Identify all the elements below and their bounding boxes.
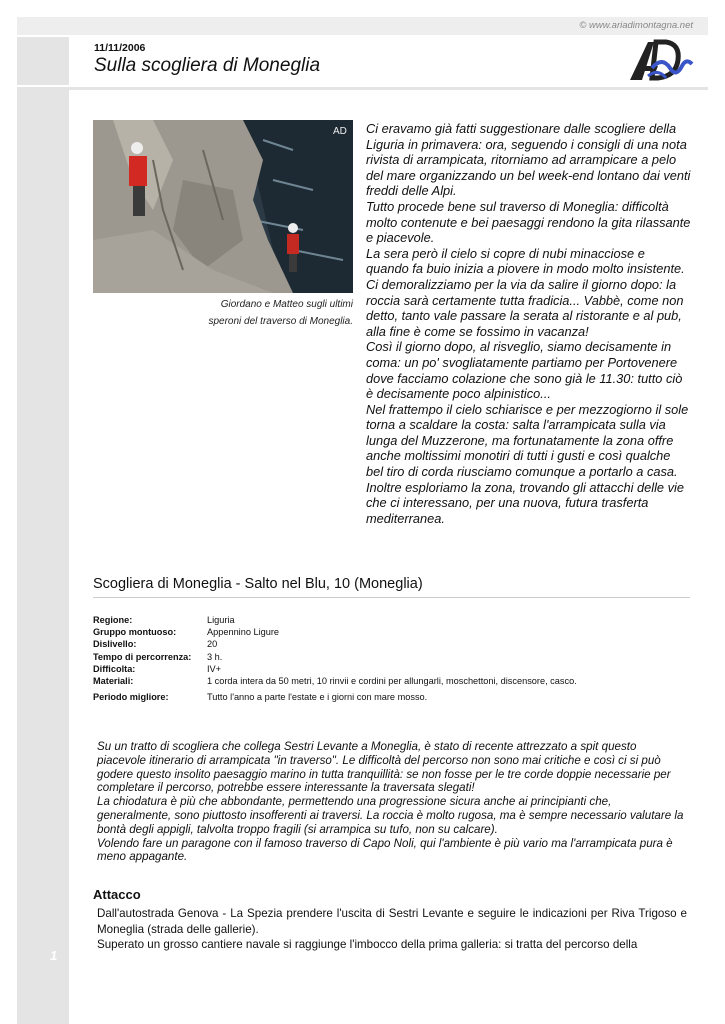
info-value: Tutto l'anno a parte l'estate e i giorni con mare mosso. bbox=[207, 692, 428, 703]
header-divider bbox=[17, 87, 708, 90]
approach-heading: Attacco bbox=[93, 887, 141, 902]
info-row bbox=[93, 663, 693, 675]
story-paragraph: Tutto procede bene sul traverso di Moneglia: difficoltà molto contenute e bei paesaggi rendono la gita rilassante e piacevole. bbox=[366, 198, 691, 246]
info-value: 3 h. bbox=[207, 651, 223, 662]
info-label: Dislivello: bbox=[93, 639, 137, 650]
aria-di-montagna-logo bbox=[622, 38, 694, 84]
info-label: Tempo di percorrenza: bbox=[93, 651, 192, 662]
description-paragraph: Volendo fare un paragone con il famoso traverso di Capo Noli, qui l'ambiente è più vario ma l'arrampicata pura è meno appagante. bbox=[97, 836, 673, 864]
approach-paragraph: Superato un grosso cantiere navale si raggiunge l'imbocco della prima galleria: si tratta del percorso della bbox=[97, 938, 638, 951]
route-title: Scogliera di Moneglia - Salto nel Blu, 10 (Moneglia) bbox=[93, 576, 423, 592]
story-paragraph: La sera però il cielo si copre di nubi minacciose e quando fa buio inizia a piovere in modo molto insistente. Ci demoralizziamo per la via da salire il giorno dopo: la roccia sarà certamente tutta fradicia... Vabbè, come non detto, tanto vale passare la serata al ristorante e al pub, alla fine è come se fossimo in vacanza! bbox=[366, 245, 685, 339]
route-divider bbox=[93, 597, 690, 598]
route-description bbox=[97, 740, 687, 864]
description-paragraph: La chiodatura è più che abbondante, permettendo una progressione sicura anche ai principianti che, generalmente, sono piuttosto insofferenti ai traversi. La roccia è molto rugosa, ma è sempre necessario valutare la bontà degli appigli, talvolta troppo fragili (si arrampica su tufo, non su calcare). bbox=[97, 795, 684, 836]
info-value: Appennino Ligure bbox=[207, 627, 280, 638]
description-paragraph: Su un tratto di scogliera che collega Sestri Levante a Moneglia, è stato di recente attrezzato a spit questo piacevole itinerario di arrampicata "in traverso". Le difficoltà del percorso non sono mai critiche e così ci si può godere questo insolito paesaggio marino in tutta tranquillità: se non fosse per le tre corde doppie necessarie per completare il percorso, potrebbe essere interessante la traversata slegati! bbox=[97, 740, 671, 795]
page-number: 1 bbox=[50, 948, 58, 963]
info-row bbox=[93, 638, 693, 650]
info-value: IV+ bbox=[207, 663, 222, 674]
caption-line: speroni del traverso di Moneglia. bbox=[208, 316, 353, 327]
caption-line: Giordano e Matteo sugli ultimi bbox=[220, 299, 353, 310]
info-label: Periodo migliore: bbox=[93, 692, 169, 703]
info-row bbox=[93, 691, 693, 703]
info-label: Difficolta: bbox=[93, 663, 136, 674]
info-row bbox=[93, 626, 693, 638]
info-row bbox=[93, 651, 693, 663]
photo-caption bbox=[170, 296, 353, 330]
info-row bbox=[93, 675, 693, 687]
left-sidebar bbox=[17, 37, 69, 1024]
site-credit: © www.ariadimontagna.net bbox=[579, 20, 693, 31]
article-date: 11/11/2006 bbox=[94, 42, 146, 54]
info-row bbox=[93, 614, 693, 626]
info-label: Gruppo montuoso: bbox=[93, 627, 177, 638]
approach-paragraph: Dall'autostrada Genova - La Spezia prendere l'uscita di Sestri Levante e seguire le indicazioni per Riva Trigoso e Moneglia (strada delle gallerie). bbox=[97, 907, 687, 936]
story-paragraph: Ci eravamo già fatti suggestionare dalle scogliere della Liguria in primavera: ora, seguendo i consigli di una nota rivista di arrampicata, ritorniamo ad arrampicare a pelo del mare organizzando un bel week-end lontano dai venti freddi delle Alpi. bbox=[366, 121, 691, 199]
climbing-photo bbox=[93, 120, 353, 293]
info-label: Materiali: bbox=[93, 676, 134, 687]
story-paragraph: Nel frattempo il cielo schiarisce e per mezzogiorno il sole torna a scaldare la costa: salta l'arrampicata sulla via lunga del Muzzerone, ma fortunatamente la zona offre anche moltissimi monotiri di tutti i gusti e così qualche bel tiro di corda riusciamo comunque a portarlo a casa. Inoltre esploriamo la zona, trovando gli attacchi delle vie che ci interessano, per una nuova, futura trasferta mediterranea. bbox=[366, 401, 689, 526]
approach-text bbox=[97, 906, 687, 953]
info-label: Regione: bbox=[93, 615, 133, 625]
story-paragraph: Così il giorno dopo, al risveglio, siamo decisamente in coma: un po' svogliatamente partiamo per Portovenere dove facciamo colazione che sono già le 11.30: tutto ciò è decisamente poco alpinistico... bbox=[366, 339, 683, 402]
info-value: Liguria bbox=[207, 615, 235, 625]
story-text bbox=[366, 121, 691, 526]
page-title: Sulla scogliera di Moneglia bbox=[94, 55, 321, 76]
info-value: 1 corda intera da 50 metri, 10 rinvii e cordini per allungarli, moschettoni, discensore, casco. bbox=[207, 676, 577, 687]
route-info-table bbox=[93, 614, 693, 703]
info-value: 20 bbox=[207, 639, 218, 650]
svg-text:AD: AD bbox=[333, 126, 347, 137]
